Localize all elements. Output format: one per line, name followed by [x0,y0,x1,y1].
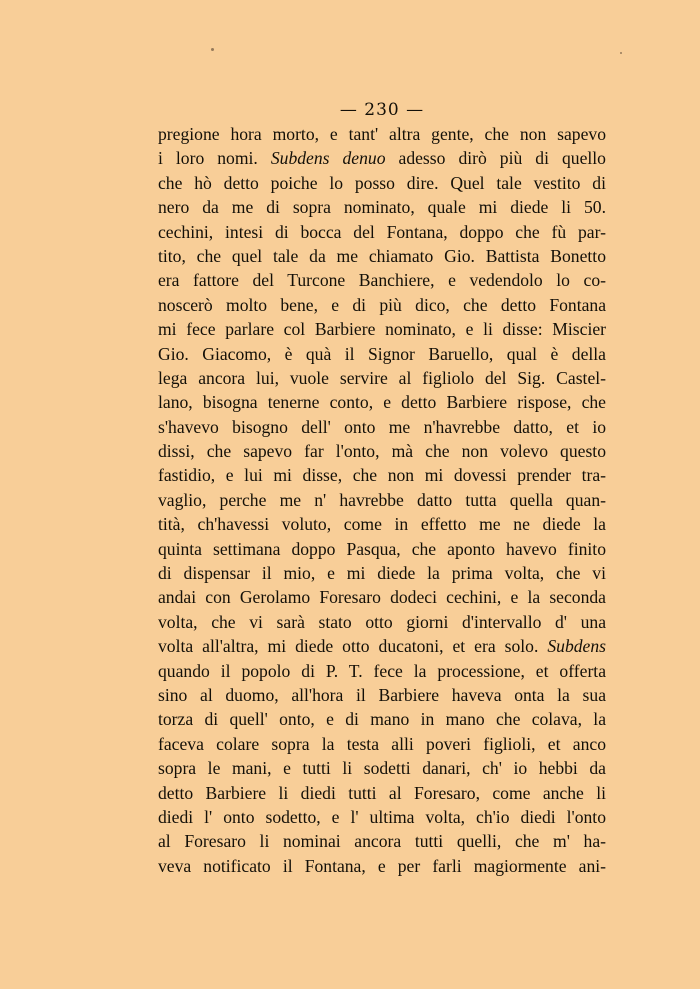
text-segment: dissi, che sapevo far l'onto, mà che non volevo questo [158,441,606,462]
text-line [158,171,606,195]
text-segment: pregione hora morto, e tant' altra gente, che non sapevo [158,124,606,144]
text-segment: torza di quell' onto, e di mano in mano che colava, la [158,709,606,730]
text-segment: sopra le mani, e tutti li sodetti danari, ch' io hebbi da [158,758,606,779]
text-segment: s'havevo bisogno dell' onto me n'havrebbe datto, et io [158,416,606,437]
text-line [158,293,606,317]
text-line [158,829,606,853]
text-line [158,854,606,878]
text-segment: tità, ch'havessi voluto, come in effetto me ne diede la [158,514,606,535]
text-segment: adesso dirò più di quello [385,148,606,169]
text-segment: mi fece parlare col Barbiere nominato, e li disse: Miscier [158,319,606,340]
page-speck [211,48,214,51]
text-line [158,659,606,683]
text-line [158,220,606,244]
text-segment: fastidio, e lui mi disse, che non mi dovessi prender tra- [158,465,606,486]
text-segment: sino al duomo, all'hora il Barbiere haveva onta la sua [158,684,606,705]
text-segment: volta all'altra, mi diede otto ducatoni, et era solo. [158,636,548,657]
text-segment: diedi l' onto sodetto, e l' ultima volta, ch'io diedi l'onto [158,806,606,827]
text-segment: al Foresaro li nominai ancora tutti quelli, che m' ha- [158,831,606,852]
text-segment: Gio. Giacomo, è quà il Signor Baruello, qual è della [158,343,606,364]
text-segment: andai con Gerolamo Foresaro dodeci cechini, e la seconda [158,587,606,608]
page-number: — 230 — [339,100,425,120]
text-segment: volta, che vi sarà stato otto giorni d'intervallo d' una [158,611,606,632]
text-line [158,488,606,512]
text-segment: detto Barbiere li diedi tutti al Foresaro, come anche li [158,782,606,803]
latin-phrase: Subdens denuo [270,148,386,169]
text-segment: era fattore del Turcone Banchiere, e vedendolo lo co- [158,270,606,291]
body-text [158,122,606,878]
text-segment: vaglio, perche me n' havrebbe datto tutta quella quan- [158,489,606,510]
text-line [158,122,606,146]
text-line [158,610,606,634]
text-line [158,317,606,341]
text-line [158,707,606,731]
text-line [158,439,606,463]
text-line [158,537,606,561]
text-segment: che hò detto poiche lo posso dire. Quel tale vestito di [158,172,606,193]
text-line [158,342,606,366]
text-line [158,561,606,585]
text-line [158,415,606,439]
text-segment: lega ancora lui, vuole servire al figliolo del Sig. Castel- [158,367,606,388]
text-segment: lano, bisogna tenerne conto, e detto Barbiere rispose, che [158,392,606,413]
text-segment: faceva colare sopra la testa alli poveri figlioli, et anco [158,733,606,754]
text-segment: di dispensar il mio, e mi diede la prima volta, che vi [158,563,606,584]
text-segment: quinta settimana doppo Pasqua, che aponto havevo finito [158,538,606,559]
text-segment: veva notificato il Fontana, e per farli magiormente ani- [158,855,606,876]
text-line [158,195,606,219]
text-line [158,390,606,414]
latin-phrase: Subdens [547,636,606,657]
text-line [158,366,606,390]
text-segment: cechini, intesi di bocca del Fontana, doppo che fù par- [158,221,606,242]
text-line [158,268,606,292]
text-line [158,732,606,756]
text-line [158,463,606,487]
text-line [158,683,606,707]
text-line [158,585,606,609]
page-speck [620,52,622,54]
text-segment: tito, che quel tale da me chiamato Gio. Battista Bonetto [158,245,606,266]
text-segment: nero da me di sopra nominato, quale mi diede li 50. [158,197,606,218]
text-line [158,634,606,658]
text-line [158,244,606,268]
text-line [158,512,606,536]
text-line [158,146,606,170]
text-line [158,805,606,829]
text-segment: noscerò molto bene, e di più dico, che detto Fontana [158,294,606,315]
text-segment: i loro nomi. [158,148,271,169]
text-segment: quando il popolo di P. T. fece la processione, et offerta [158,660,606,681]
text-line [158,781,606,805]
text-line [158,756,606,780]
